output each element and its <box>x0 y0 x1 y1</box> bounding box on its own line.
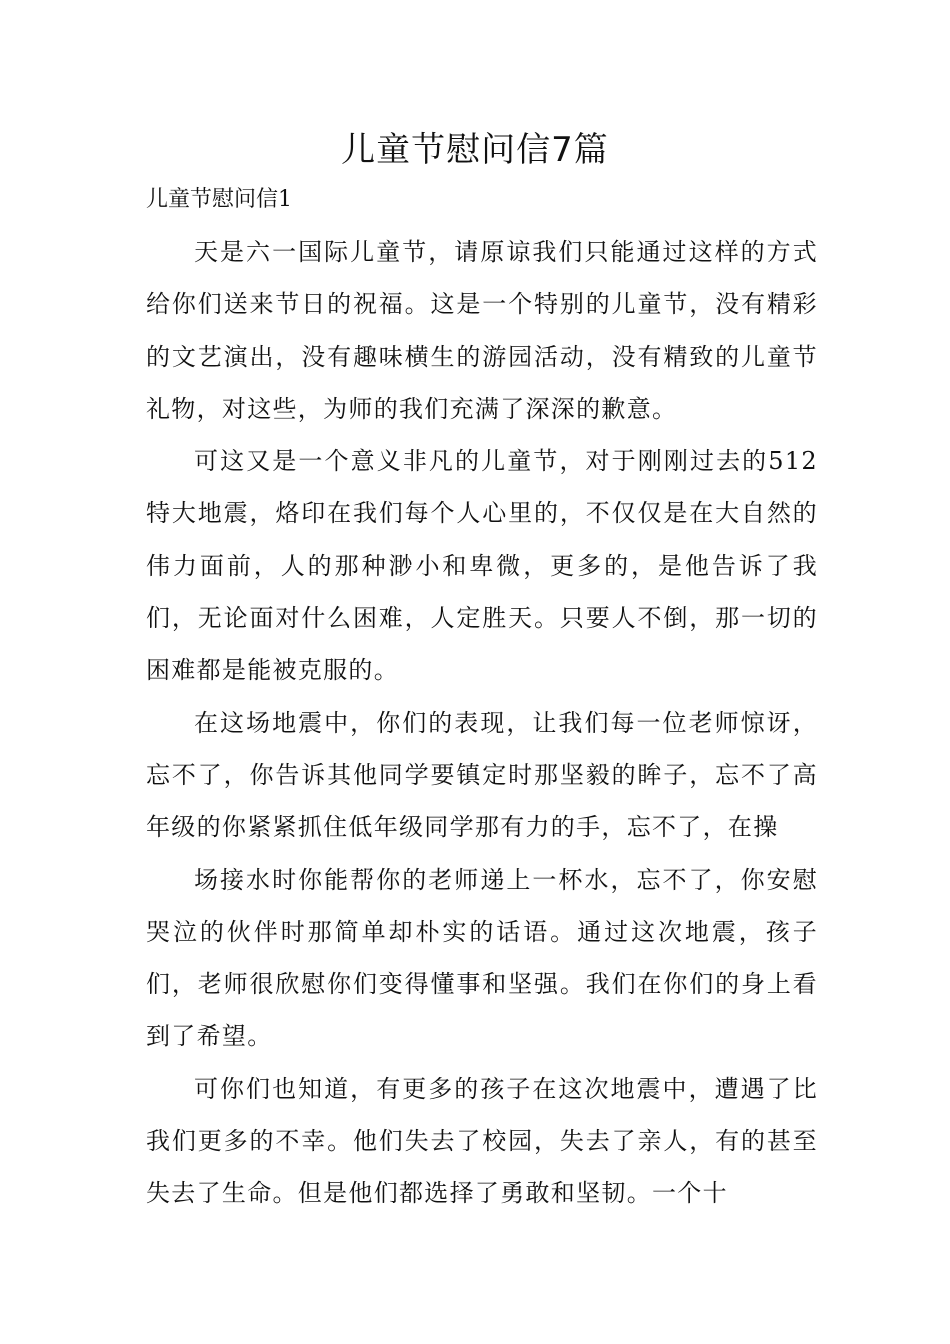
section-heading: 儿童节慰问信1 <box>146 187 292 212</box>
document-title: 儿童节慰问信7篇 <box>341 130 609 170</box>
paragraph-3: 在这场地震中，你们的表现，让我们每一位老师惊讶，忘不了，你告诉其他同学要镇定时那坚毅的眸子，忘不了高年级的你紧紧抓住低年级同学那有力的手，忘不了，在操 <box>146 708 818 842</box>
paragraph-2: 可这又是一个意义非凡的儿童节，对于刚刚过去的512特大地震，烙印在我们每个人心里的，不仅仅是在大自然的伟力面前，人的那种渺小和卑微，更多的，是他告诉了我们，无论面对什么困难，人定胜天。只要人不倒，那一切的困难都是能被克服的。 <box>146 447 818 685</box>
paragraph-1: 天是六一国际儿童节，请原谅我们只能通过这样的方式给你们送来节日的祝福。这是一个特别的儿童节，没有精彩的文艺演出，没有趣味横生的游园活动，没有精致的儿童节礼物，对这些，为师的我们充满了深深的歉意。 <box>146 238 818 423</box>
letter-body <box>146 226 818 1220</box>
paragraph-5: 可你们也知道，有更多的孩子在这次地震中，遭遇了比我们更多的不幸。他们失去了校园，失去了亲人，有的甚至失去了生命。但是他们都选择了勇敢和坚韧。一个十 <box>146 1074 818 1208</box>
paragraph-4: 场接水时你能帮你的老师递上一杯水，忘不了，你安慰哭泣的伙伴时那简单却朴实的话语。通过这次地震，孩子们，老师很欣慰你们变得懂事和坚强。我们在你们的身上看到了希望。 <box>146 865 818 1051</box>
